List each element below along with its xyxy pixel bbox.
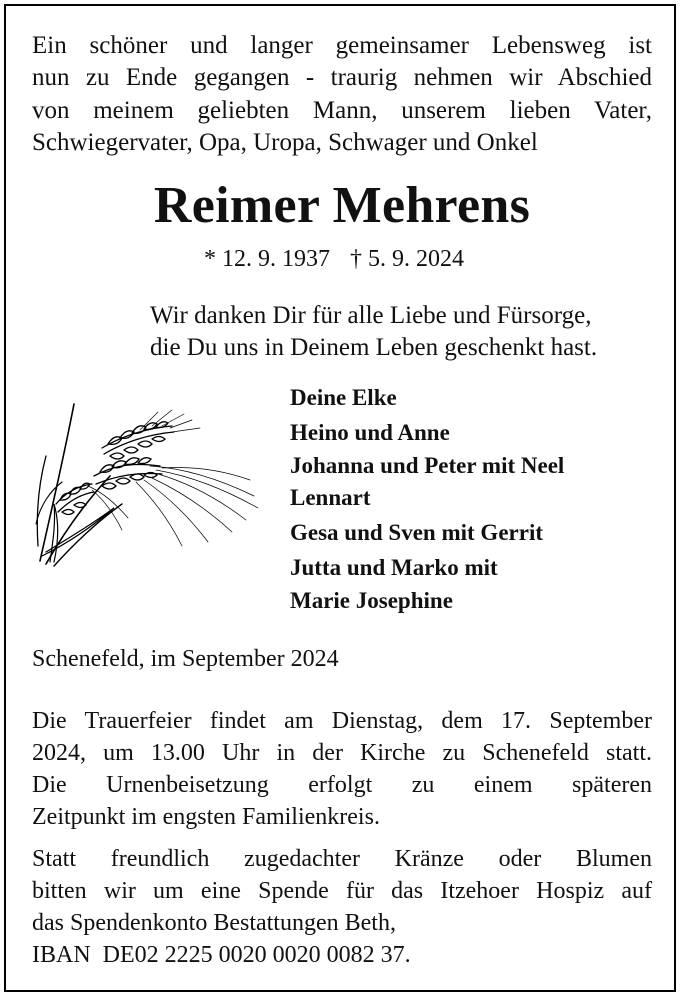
donation-line: das Spendenkonto Bestattungen Beth, (32, 910, 396, 936)
deceased-name: Reimer Mehrens (153, 177, 531, 234)
life-dates (204, 246, 464, 273)
funeral-line: Zeitpunkt im engsten Familienkreis. (32, 804, 380, 830)
funeral-line: Die Trauerfeier findet am Dienstag, dem 17. September (32, 708, 652, 734)
mourner-line: Gesa und Sven mit Gerrit (290, 520, 543, 546)
donation-line: Statt freundlich zugedachter Kränze oder Blumen (32, 846, 652, 872)
funeral-line: 2024, um 13.00 Uhr in der Kirche zu Schenefeld statt. (32, 740, 652, 766)
iban-line: IBAN DE02 2225 0020 0020 0082 37. (32, 942, 411, 968)
wheat-ears-icon (32, 396, 262, 568)
mourner-line: Deine Elke (290, 385, 397, 410)
mourner-line: Marie Josephine (290, 587, 453, 613)
funeral-info (32, 705, 652, 833)
mourner-line: Jutta und Marko mit (290, 555, 498, 581)
intro-line: nun zu Ende gegangen - traurig nehmen wir Abschied (32, 64, 652, 92)
mourner-line: Lennart (290, 484, 371, 510)
intro-line: Schwiegervater, Opa, Uropa, Schwager und Onkel (32, 128, 538, 156)
mourner-line: Johanna und Peter mit Neel (290, 452, 565, 478)
birth-date: * 12. 9. 1937 (204, 246, 330, 272)
funeral-line: Die Urnenbeisetzung erfolgt zu einem späteren (32, 772, 652, 798)
donation-line: bitten wir um eine Spende für das Itzehoer Hospiz auf (32, 878, 652, 904)
mourners-list (290, 382, 564, 617)
mourner-line: Heino und Anne (290, 420, 450, 446)
place-date: Schenefeld, im September 2024 (32, 646, 339, 672)
intro-line: von meinem geliebten Mann, unserem lieben Vater, (32, 96, 652, 124)
intro-text (32, 30, 652, 159)
death-date: † 5. 9. 2024 (350, 246, 464, 272)
farewell-quote (150, 300, 597, 363)
quote-line: die Du uns in Deinem Leben geschenkt hast. (150, 333, 598, 361)
donation-info (32, 843, 652, 971)
quote-line: Wir danken Dir für alle Liebe und Fürsorge, (150, 302, 592, 329)
intro-line: Ein schöner und langer gemeinsamer Lebensweg ist (32, 32, 652, 59)
